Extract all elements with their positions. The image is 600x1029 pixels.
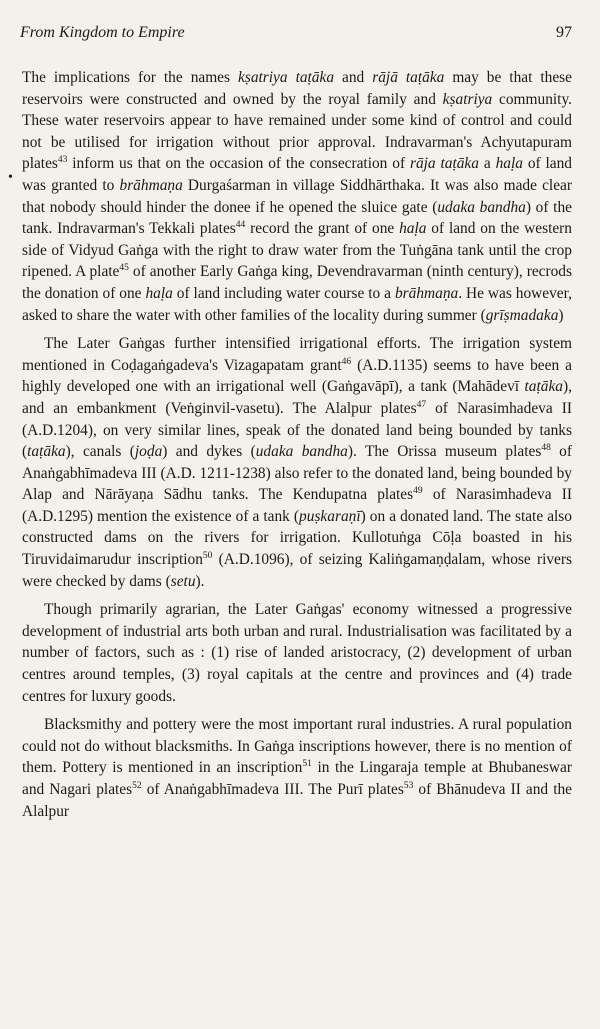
italic-term: rājā taṭāka	[372, 69, 445, 86]
text-run: of Narasimhadeva II (A.D.1204), on very similar lines, speak of the donated land being bounded by tanks (	[22, 399, 572, 461]
margin-mark: •	[8, 170, 13, 185]
text-run: ), and an embankment (Veṅginvil-vasetu). The Alalpur plates	[22, 378, 572, 417]
footnote-ref: 51	[302, 759, 312, 770]
footnote-ref: 52	[132, 781, 142, 791]
italic-term: taṭāka	[524, 378, 564, 396]
italic-term: haḷa	[495, 155, 523, 173]
footnote-ref: 46	[341, 356, 352, 367]
text-run: record the grant of one	[245, 220, 400, 238]
footnote-ref: 49	[413, 486, 423, 497]
text-run: of land was granted to	[22, 155, 573, 194]
text-run: (A.D.1135) seems to have been a highly developed one with an irrigational well (Gaṅgavāpī), a tank (Mahādevī	[22, 356, 572, 396]
text-run: and	[334, 69, 373, 86]
text-run: (A.D.1096), of seizing Kaliṅgamaṇḍalam, whose rivers were checked by dams (	[22, 551, 572, 590]
text-run: ).	[195, 572, 205, 590]
text-run: in the Lingaraja temple at Bhubaneswar and Nagari plates	[22, 759, 572, 798]
italic-term: taṭāka	[27, 443, 66, 461]
paragraph	[22, 333, 572, 592]
text-run: may be that these reservoirs were constructed and owned by the royal family and	[22, 69, 572, 108]
text-run: community. These water reservoirs appear to have remained under some kind of control and could not be utilised for irrigation without prior approval. Indravarman's Achyutapuram plates	[22, 90, 572, 173]
text-run: ) and dykes (	[162, 443, 256, 461]
italic-term: joḍa	[134, 443, 163, 461]
footnote-ref: 45	[119, 263, 129, 274]
text-run: of another Early Gaṅga king, Devendravarman (ninth century), recrods the donation of one	[22, 263, 572, 302]
text-run: inform us that on the occasion of the consecration of	[67, 155, 410, 173]
text-run: of Anaṅgabhīmadeva III (A.D. 1211-1238) also refer to the donated land, being bounded by Alap and Nārāyaṇa Sādhu tanks. The Kendupatna plates	[22, 443, 573, 504]
italic-term: kṣatriya	[442, 90, 493, 108]
body-text	[22, 67, 572, 822]
text-run: . He was however, asked to share the water with other families of the locality during summer (	[22, 284, 572, 324]
footnote-ref: 48	[541, 443, 551, 454]
paragraph	[22, 714, 572, 822]
italic-term: brāhmaṇa	[394, 284, 459, 302]
page-number: 97	[556, 24, 572, 41]
italic-term: grīṣmadaka	[485, 306, 559, 324]
footnote-ref: 44	[235, 220, 246, 231]
text-run: a	[478, 155, 496, 173]
italic-term: rāja taṭāka	[409, 155, 479, 173]
italic-term: kṣatriya taṭāka	[238, 69, 335, 86]
footnote-ref: 43	[57, 155, 68, 166]
text-run: of land on the western side of Vidyud Gaṅga with the right to draw water from the Tuṅgāna tank until the crop ripened. A plate	[22, 220, 572, 281]
text-run: Blacksmithy and pottery were the most important rural industries. A rural population could not do without blacksmiths. In Gaṅga inscriptions however, there is no mention of them. Pottery is mentioned in an inscription	[22, 716, 572, 777]
text-run: ), canals (	[65, 443, 135, 461]
italic-term: udaka bandha	[437, 198, 526, 216]
text-run: Though primarily agrarian, the Later Gaṅgas' economy witnessed a progressive development of industrial arts both urban and rural. Industrialisation was facilitated by a number of factors, such as : (1) rise of landed aristocracy, (2) development of urban centres around temples, (3) royal capitals at the centre and provinces and (4) trade centres for luxury goods.	[22, 601, 572, 705]
text-run: The implications for the names	[22, 69, 238, 86]
text-run: The Later Gaṅgas further intensified irrigational efforts. The irrigation system mentioned in Coḍagaṅgadeva's Vizagapatam grant	[22, 335, 572, 374]
italic-term: setu	[170, 572, 196, 590]
text-run: of Bhānudeva II and the Alalpur	[22, 781, 572, 820]
text-run: of Anaṅgabhīmadeva III. The Purī plates	[141, 781, 404, 798]
paragraph	[22, 599, 572, 707]
text-run: )	[558, 306, 564, 324]
text-run: of land including water course to a	[172, 284, 395, 302]
italic-term: haḷa	[399, 220, 427, 238]
italic-term: puṣkaraṇī	[299, 507, 361, 525]
text-run: ). The Orissa museum plates	[347, 443, 542, 461]
running-head	[20, 24, 572, 46]
running-title: From Kingdom to Empire	[20, 24, 185, 41]
italic-term: brāhmaṇa	[119, 176, 183, 194]
italic-term: haḷa	[145, 284, 173, 302]
text-run: ) on a donated land. The state also constructed dams on the rivers for irrigation. Kullotuṅga Cōḷa boasted in his Tiruvidaimarudur inscription	[22, 507, 572, 569]
text-run: of Narasimhadeva II (A.D.1295) mention the existence of a tank (	[22, 486, 572, 525]
footnote-ref: 50	[202, 551, 213, 562]
text-run: ) of the tank. Indravarman's Tekkali plates	[22, 198, 572, 238]
footnote-ref: 53	[403, 781, 414, 791]
italic-term: udaka bandha	[255, 443, 348, 461]
paragraph	[22, 67, 572, 326]
footnote-ref: 47	[416, 399, 427, 410]
text-run: Durgaśarman in village Siddhārthaka. It was also made clear that nobody should hinder the donee if he opened the sluice gate (	[22, 176, 572, 216]
